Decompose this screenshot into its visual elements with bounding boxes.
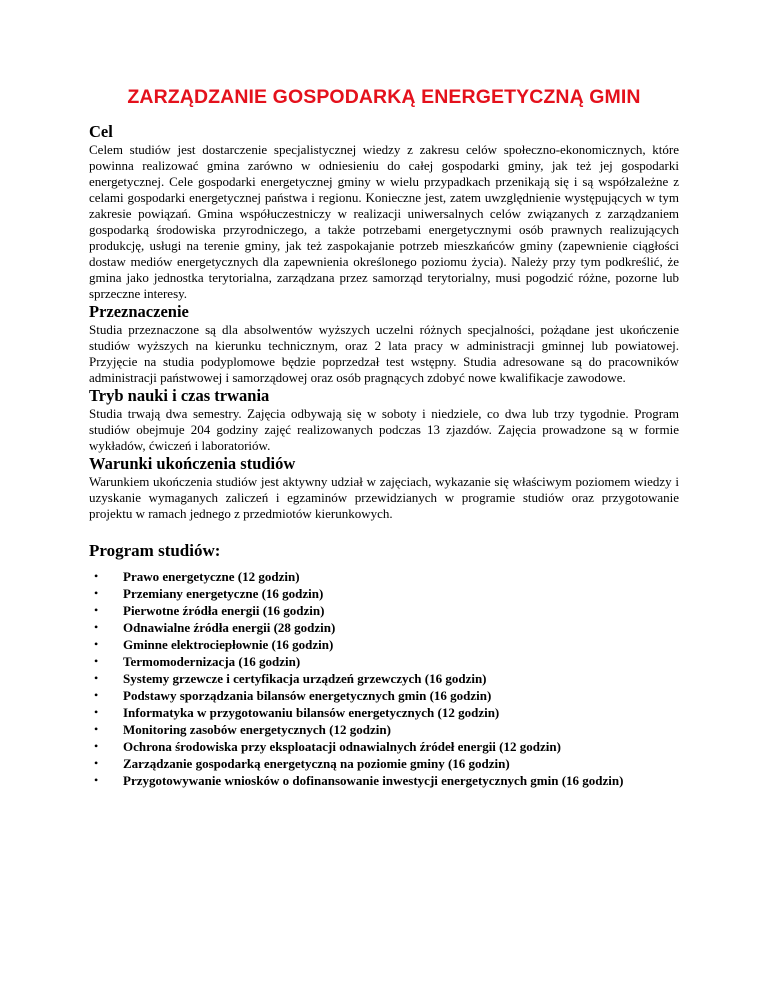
bullet-icon: • <box>94 569 99 583</box>
bullet-icon: • <box>94 654 99 668</box>
program-item-text: Przygotowywanie wniosków o dofinansowanie inwestycji energetycznych gmin (16 godzin) <box>123 773 624 788</box>
program-list-item <box>89 585 679 602</box>
section-heading-cel: Cel <box>89 122 113 141</box>
bullet-icon: • <box>94 705 99 719</box>
program-list-item <box>89 670 679 687</box>
section-text-cel: Celem studiów jest dostarczenie specjalistycznej wiedzy z zakresu celów społeczno-ekonomicznych, które powinna realizować gmina zarówno w odniesieniu do całej gospodarki gminy, jak też jej gospodarki energetycznej. Cele gospodarki energetycznej gminy w wielu przypadkach przenikają się i są współzależne z celami gospodarki energetycznej państwa i regionu. Konieczne jest, zatem uwzględnienie występujących w tym zakresie powiązań. Gmina współuczestniczy w realizacji uniwersalnych celów związanych z zarządzaniem gospodarką środowiska przyrodniczego, a także potrzebami energetycznymi osób prawnych realizujących produkcję, usługi na terenie gminy, jak też zaspokajanie potrzeb mieszkańców gminy (zapewnienie ciągłości dostaw mediów energetycznych dla zapewnienia określonego poziomu życia). Należy przy tym podkreślić, że gmina jako jednostka terytorialna, zarządzana przez samorząd terytorialny, musi pogodzić różne, pozorne lub sprzeczne interesy. <box>89 142 679 301</box>
program-heading: Program studiów: <box>89 541 221 560</box>
program-list-item <box>89 772 679 789</box>
section-text-przeznaczenie: Studia przeznaczone są dla absolwentów wyższych uczelni różnych specjalności, pożądane jest ukończenie studiów wyższych na kierunku technicznym, oraz 2 lata pracy w administracji gminnej lub powiatowej. Przyjęcie na studia podyplomowe będzie poprzedzał test wstępny. Studia adresowane są do pracowników administracji państwowej i samorządowej oraz osób pragnących zdobyć nowe kwalifikacje zawodowe. <box>89 322 679 385</box>
bullet-icon: • <box>94 671 99 685</box>
program-item-text: Przemiany energetyczne (16 godzin) <box>123 586 324 601</box>
program-item-text: Pierwotne źródła energii (16 godzin) <box>123 603 325 618</box>
bullet-icon: • <box>94 603 99 617</box>
section-warunki <box>89 454 679 522</box>
bullet-icon: • <box>94 688 99 702</box>
bullet-icon: • <box>94 739 99 753</box>
section-cel <box>89 122 679 302</box>
program-list-item <box>89 636 679 653</box>
program-list-item <box>89 687 679 704</box>
program-list-item <box>89 568 679 585</box>
program-item-text: Podstawy sporządzania bilansów energetycznych gmin (16 godzin) <box>123 688 492 703</box>
program-list-item <box>89 721 679 738</box>
bullet-icon: • <box>94 637 99 651</box>
document-title: ZARZĄDZANIE GOSPODARKĄ ENERGETYCZNĄ GMIN <box>127 86 641 108</box>
program-list-item <box>89 755 679 772</box>
section-przeznaczenie <box>89 302 679 386</box>
program-list <box>89 568 679 789</box>
document-body <box>89 122 679 789</box>
section-program <box>89 540 679 789</box>
section-text-warunki: Warunkiem ukończenia studiów jest aktywny udział w zajęciach, wykazanie się właściwym poziomem wiedzy i uzyskanie wymaganych zaliczeń i egzaminów przewidzianych w programie studiów oraz przygotowanie projektu w ramach jednego z przedmiotów kierunkowych. <box>89 474 679 521</box>
program-item-text: Odnawialne źródła energii (28 godzin) <box>123 620 336 635</box>
program-list-item <box>89 704 679 721</box>
program-list-item <box>89 653 679 670</box>
program-item-text: Gminne elektrociepłownie (16 godzin) <box>123 637 334 652</box>
bullet-icon: • <box>94 722 99 736</box>
section-heading-przeznaczenie: Przeznaczenie <box>89 302 189 321</box>
section-text-tryb-nauki: Studia trwają dwa semestry. Zajęcia odbywają się w soboty i niedziele, co dwa lub trzy tygodnie. Program studiów obejmuje 204 godziny zajęć realizowanych podczas 13 zjazdów. Zajęcia prowadzone są w formie wykładów, ćwiczeń i laboratoriów. <box>89 406 679 453</box>
program-list-item <box>89 619 679 636</box>
program-item-text: Informatyka w przygotowaniu bilansów energetycznych (12 godzin) <box>123 705 500 720</box>
bullet-icon: • <box>94 620 99 634</box>
bullet-icon: • <box>94 773 99 787</box>
program-item-text: Zarządzanie gospodarką energetyczną na poziomie gminy (16 godzin) <box>123 756 510 771</box>
program-item-text: Prawo energetyczne (12 godzin) <box>123 569 300 584</box>
program-item-text: Termomodernizacja (16 godzin) <box>123 654 301 669</box>
bullet-icon: • <box>94 756 99 770</box>
program-item-text: Ochrona środowiska przy eksploatacji odnawialnych źródeł energii (12 godzin) <box>123 739 561 754</box>
program-item-text: Systemy grzewcze i certyfikacja urządzeń grzewczych (16 godzin) <box>123 671 487 686</box>
program-list-item <box>89 738 679 755</box>
section-heading-warunki: Warunki ukończenia studiów <box>89 454 296 473</box>
bullet-icon: • <box>94 586 99 600</box>
program-list-item <box>89 602 679 619</box>
section-heading-tryb-nauki: Tryb nauki i czas trwania <box>89 386 270 405</box>
section-tryb-nauki <box>89 386 679 454</box>
program-item-text: Monitoring zasobów energetycznych (12 godzin) <box>123 722 391 737</box>
